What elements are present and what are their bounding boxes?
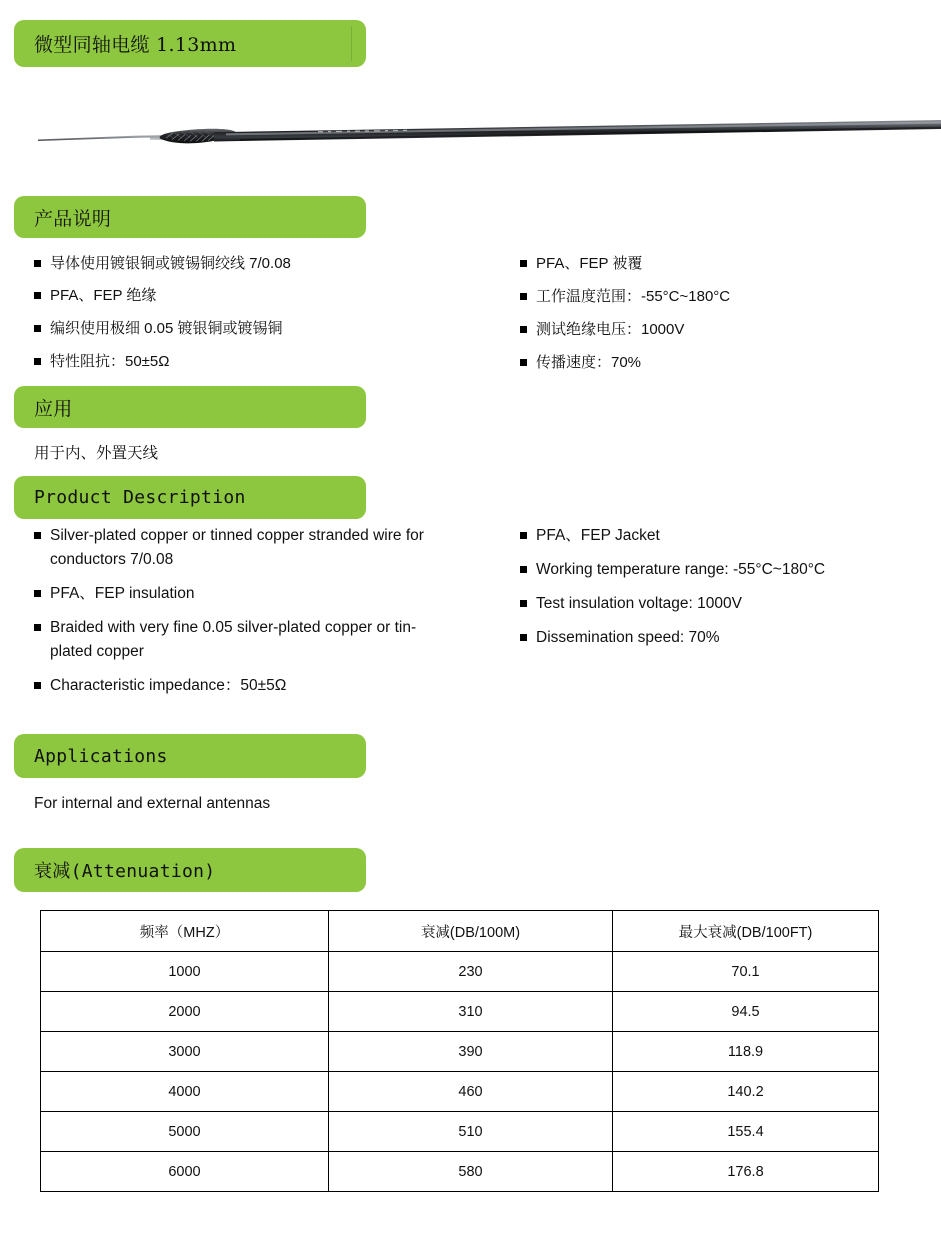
table-cell: 3000 xyxy=(41,1032,329,1072)
title-banner-label: 微型同轴电缆 1.13mm xyxy=(34,34,237,56)
table-cell: 118.9 xyxy=(613,1032,879,1072)
list-item xyxy=(520,558,930,582)
list-item xyxy=(520,626,930,650)
square-bullet-icon xyxy=(34,325,41,332)
table-header-cell: 衰减(DB/100M) xyxy=(329,911,613,952)
list-item-label: Test insulation voltage: 1000V xyxy=(536,595,742,612)
square-bullet-icon xyxy=(520,260,527,267)
banner-seam-divider xyxy=(351,26,352,61)
list-item-label: Working temperature range: -55°C~180°C xyxy=(536,561,826,578)
list-item xyxy=(34,350,494,374)
list-item-label: Dissemination speed: 70% xyxy=(536,629,720,646)
square-bullet-icon xyxy=(34,358,41,365)
table-cell: 4000 xyxy=(41,1072,329,1112)
applications-en-body: For internal and external antennas xyxy=(34,795,271,812)
product-description-cn-left-list xyxy=(34,252,494,382)
list-item xyxy=(34,317,494,341)
square-bullet-icon xyxy=(34,292,41,299)
square-bullet-icon xyxy=(34,260,41,267)
square-bullet-icon xyxy=(34,532,41,539)
section-banner-label: 应用 xyxy=(34,397,73,420)
product-photo xyxy=(0,95,941,180)
list-item xyxy=(520,524,930,548)
attenuation-table xyxy=(40,910,879,1192)
list-item-label: 导体使用镀银铜或镀锡铜绞线 7/0.08 xyxy=(50,255,291,272)
micro-coaxial-cable-illustration xyxy=(0,95,941,180)
table-cell: 510 xyxy=(329,1112,613,1152)
list-item xyxy=(34,284,494,308)
table-row xyxy=(41,992,879,1032)
square-bullet-icon xyxy=(520,293,527,300)
table-header-cell: 最大衰减(DB/100FT) xyxy=(613,911,879,952)
section-banner-label: Applications xyxy=(34,745,168,767)
list-item xyxy=(34,674,454,698)
square-bullet-icon xyxy=(520,600,527,607)
table-cell: 155.4 xyxy=(613,1112,879,1152)
table-cell: 460 xyxy=(329,1072,613,1112)
table-cell: 70.1 xyxy=(613,952,879,992)
square-bullet-icon xyxy=(34,682,41,689)
section-banner-applications-en xyxy=(14,734,366,778)
section-banner-product-description-en xyxy=(14,476,366,519)
table-row xyxy=(41,1072,879,1112)
list-item-label: PFA、FEP 被覆 xyxy=(536,255,643,272)
table-cell: 230 xyxy=(329,952,613,992)
list-item-label: 编织使用极细 0.05 镀银铜或镀锡铜 xyxy=(50,320,283,337)
square-bullet-icon xyxy=(520,566,527,573)
product-description-en-left-list xyxy=(34,524,454,706)
list-item xyxy=(34,582,454,606)
section-banner-attenuation xyxy=(14,848,366,892)
product-description-cn-right-list xyxy=(520,252,930,383)
list-item-label: 工作温度范围：-55°C~180°C xyxy=(536,288,731,305)
table-cell: 94.5 xyxy=(613,992,879,1032)
table-cell: 6000 xyxy=(41,1152,329,1192)
list-item-label: 特性阻抗：50±5Ω xyxy=(50,353,170,370)
table-cell: 140.2 xyxy=(613,1072,879,1112)
table-header-cell: 频率（MHZ） xyxy=(41,911,329,952)
title-banner xyxy=(14,20,366,67)
square-bullet-icon xyxy=(520,326,527,333)
square-bullet-icon xyxy=(520,532,527,539)
table-cell: 580 xyxy=(329,1152,613,1192)
table-cell: 1000 xyxy=(41,952,329,992)
applications-cn-body: 用于内、外置天线 xyxy=(34,445,159,462)
section-banner-product-description-cn xyxy=(14,196,366,238)
table-row xyxy=(41,1152,879,1192)
square-bullet-icon xyxy=(520,634,527,641)
list-item xyxy=(520,285,930,309)
square-bullet-icon xyxy=(34,590,41,597)
list-item-label: 测试绝缘电压：1000V xyxy=(536,321,685,338)
table-header-row xyxy=(41,911,879,952)
list-item xyxy=(520,351,930,375)
list-item-label: 传播速度：70% xyxy=(536,354,642,371)
table-cell: 176.8 xyxy=(613,1152,879,1192)
list-item-label: Braided with very fine 0.05 silver-plated copper or tin-plated copper xyxy=(50,619,417,660)
list-item xyxy=(520,318,930,342)
list-item-label: PFA、FEP insulation xyxy=(50,585,195,602)
list-item-label: Silver-plated copper or tinned copper stranded wire for conductors 7/0.08 xyxy=(50,527,424,568)
list-item-label: PFA、FEP 绝缘 xyxy=(50,287,157,304)
square-bullet-icon xyxy=(520,359,527,366)
list-item-label: Characteristic impedance：50±5Ω xyxy=(50,677,287,694)
section-banner-applications-cn xyxy=(14,386,366,428)
table-cell: 310 xyxy=(329,992,613,1032)
table-cell: 5000 xyxy=(41,1112,329,1152)
square-bullet-icon xyxy=(34,624,41,631)
list-item xyxy=(34,616,454,664)
product-description-en-right-list xyxy=(520,524,930,658)
section-banner-label: Product Description xyxy=(34,487,246,508)
table-row xyxy=(41,1112,879,1152)
section-banner-label: 产品说明 xyxy=(34,207,112,230)
section-banner-label: 衰减(Attenuation) xyxy=(34,861,216,882)
table-row xyxy=(41,952,879,992)
table-row xyxy=(41,1032,879,1072)
list-item xyxy=(520,252,930,276)
list-item xyxy=(34,252,494,276)
list-item xyxy=(34,524,454,572)
table-cell: 390 xyxy=(329,1032,613,1072)
list-item-label: PFA、FEP Jacket xyxy=(536,527,660,544)
table-cell: 2000 xyxy=(41,992,329,1032)
list-item xyxy=(520,592,930,616)
